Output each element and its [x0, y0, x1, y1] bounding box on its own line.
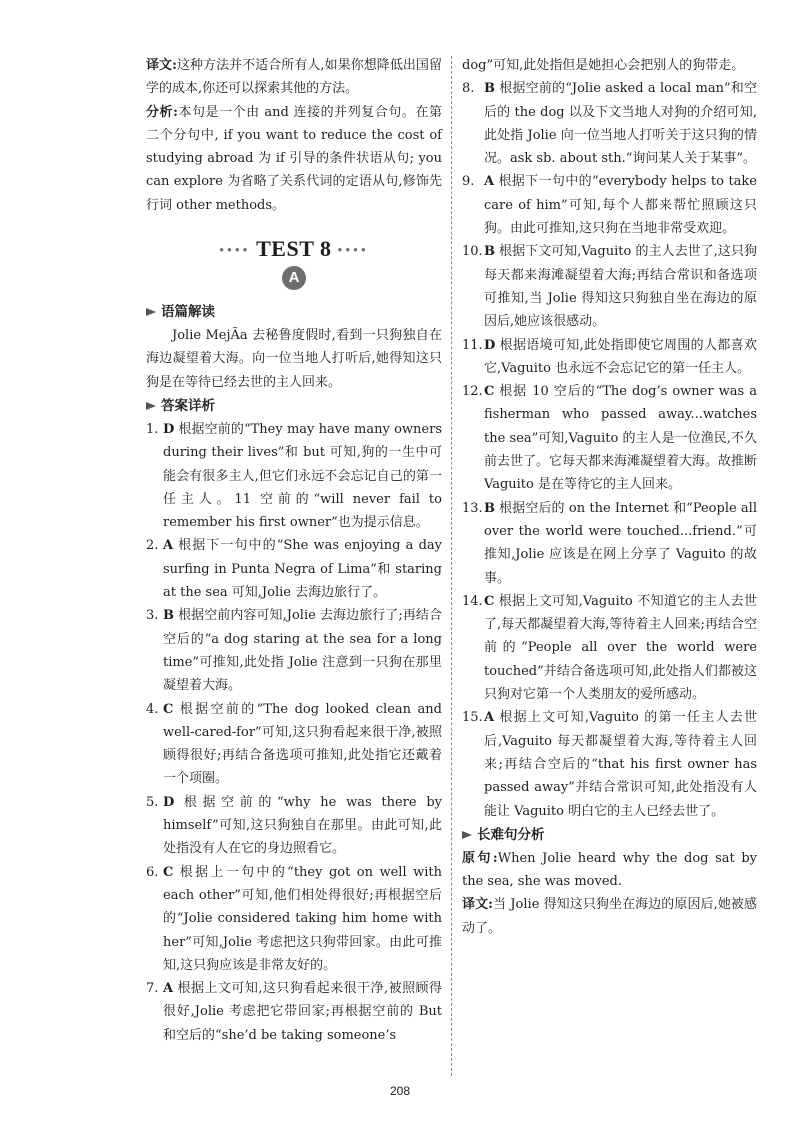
title-dots-right: ●●●● [337, 245, 369, 255]
answer-explanation: 根据下文可知,Vaguito 的主人去世了,这只狗每天都来海滩凝望着大海;再结合常识和备选项可推知,当 Jolie 得知这只狗独自坐在海边的原因后,她应该很感动。 [484, 244, 757, 330]
answer-number: 13. [462, 500, 483, 516]
answer-number: 11. [462, 337, 483, 353]
answer-number: 7. [146, 981, 159, 997]
pencil-icon [146, 402, 156, 410]
answer-item [146, 418, 442, 534]
original-sentence [462, 847, 757, 894]
answer-item [146, 604, 442, 697]
answer-letter: A [163, 538, 174, 554]
answer-letter: D [484, 337, 496, 353]
answer-letter: D [163, 794, 175, 810]
answer-number: 6. [146, 864, 159, 880]
answer-item [462, 380, 757, 496]
answer-item [462, 240, 757, 333]
translation-text: 这种方法并不适合所有人,如果你想降低出国留学的成本,你还可以探索其他的方法。 [146, 58, 442, 97]
answer-letter: C [484, 384, 495, 400]
answer-number: 2. [146, 538, 159, 554]
section-badge: A [282, 266, 306, 290]
answer-explanation: 根据上文可知,Vaguito 不知道它的主人去世了,每天都凝望着大海,等待着主人回来;再结合空前的“People all over the world were touched”并结合备选项可知,此处指人们都被这只狗对它第一个人类朋友的爱所感动。 [484, 593, 757, 703]
section-reading-label: 语篇解读 [161, 304, 215, 320]
answer-letter: D [163, 421, 175, 437]
section-long-sentence-label: 长难句分析 [477, 826, 545, 842]
original-text: When Jolie heard why the dog sat by the sea, she was moved. [462, 850, 757, 890]
answer-letter: C [163, 701, 174, 717]
answer-explanation: 根据上一句中的“they got on well with each other”可知,他们相处得很好;再根据空后的“Jolie considered taking him home with her”可知,Jolie 考虑把这只狗带回家。由此可推知,这只狗应该是非常友好的。 [163, 864, 442, 973]
pencil-icon [146, 308, 156, 316]
answer-explanation: 根据空前的“The dog looked clean and well-cared-for”可知,这只狗看起来很干净,被照顾得很好;再结合备选项可推知,此处指它还戴着一个项圈。 [163, 701, 442, 787]
analysis-label: 分析: [146, 104, 178, 120]
answer-letter: B [484, 500, 495, 516]
answer-item [462, 170, 757, 240]
right-column [462, 54, 757, 940]
answer-item [146, 861, 442, 977]
answer-letter: A [163, 981, 174, 997]
section-badge-wrap [146, 266, 442, 296]
translation-label: 译文: [146, 58, 177, 73]
original-label: 原句: [462, 850, 498, 866]
answer-explanation: 根据上文可知,这只狗看起来很干净,被照顾得很好,Jolie 考虑把它带回家;再根据空前的 But 和空后的“she’d be taking someone’s [163, 981, 442, 1043]
test-title-row [146, 235, 442, 264]
answer-letter: B [484, 244, 495, 260]
answer-number: 5. [146, 794, 159, 810]
answer-number: 4. [146, 701, 159, 717]
answer-item [462, 77, 757, 170]
answer-explanation: 根据上文可知,Vaguito 的第一任主人去世后,Vaguito 每天都凝望着大海,等待着主人回来;再结合空后的“that his first owner has passed away”并结合常识可知,此处指没有人能让 Vaguito 明白它的主人已经去世了。 [484, 710, 757, 819]
translation-label: 译文: [462, 897, 493, 913]
answer-item [146, 977, 442, 1047]
answer-explanation: 根据 10 空后的“The dog’s owner was a fisherman who passed away...watches the sea”可知,Vaguito 的主人是一位渔民,不久前去世了。它每天都来海滩凝望着大海。故推断 Vaguito 是在等待它的主人回来。 [484, 384, 758, 493]
answer-item [462, 706, 757, 822]
translation-text: 当 Jolie 得知这只狗坐在海边的原因后,她被感动了。 [462, 897, 757, 936]
answer-letter: B [163, 608, 174, 624]
section-reading-heading [146, 300, 442, 324]
answer-list-left [146, 418, 442, 1047]
sentence-translation [462, 893, 757, 940]
answer-explanation: 根据空后的 on the Internet 和“People all over the world were touched...friend.”可推知,Jolie 应该是在网上分享了 Vaguito 的故事。 [484, 500, 757, 586]
answer-item [462, 497, 757, 590]
answer-number: 3. [146, 608, 159, 624]
answer-explanation: 根据空前内容可知,Jolie 去海边旅行了;再结合空后的“a dog staring at the sea for a long time”可推知,此处指 Jolie 注意到一只狗在那里凝望着大海。 [163, 608, 442, 694]
intro-translation [146, 54, 442, 101]
left-column [146, 54, 442, 1047]
section-long-sentence-heading [462, 823, 757, 847]
analysis-text: 本句是一个由 and 连接的并列复合句。在第二个分句中, if you want to reduce the cost of studying abroad 为 if 引导的条件状语从句; you can explore 为省略了关系代词的定语从句,修饰先行词 other methods。 [146, 104, 442, 213]
answer-explanation: 根据下一句中的“everybody helps to take care of him”可知,每个人都来帮忙照顾这只狗。由此可推知,这只狗在当地非常受欢迎。 [484, 174, 757, 237]
answer-item [146, 791, 442, 861]
answer-explanation: 根据空前的“why he was there by himself”可知,这只狗独自在那里。由此可知,此处指没有人在它的身边照看它。 [163, 794, 442, 857]
answer-explanation: 根据空前的“Jolie asked a local man”和空后的 the dog 以及下文当地人对狗的介绍可知,此处指 Jolie 向一位当地人打听关于这只狗的情况。ask sb. about sth.“询问某人关于某事”。 [484, 81, 757, 167]
answer-letter: A [484, 174, 495, 190]
answer-number: 1. [146, 421, 159, 437]
answer-list-right [462, 77, 757, 823]
test-title: TEST 8 [256, 236, 332, 262]
answer-number: 10. [462, 244, 483, 260]
answer-number: 12. [462, 384, 483, 400]
answer-number: 8. [462, 81, 475, 97]
answer-explanation: 根据语境可知,此处指即使它周围的人都喜欢它,Vaguito 也永远不会忘记它的第一任主人。 [484, 337, 757, 376]
answer-item [462, 590, 757, 706]
intro-analysis [146, 101, 442, 217]
answer-number: 15. [462, 710, 483, 726]
section-answers-label: 答案详析 [161, 397, 215, 413]
answer-item [146, 698, 442, 791]
section-answers-heading [146, 394, 442, 418]
answer-item [146, 534, 442, 604]
answer-explanation: 根据空前的“They may have many owners during their lives”和 but 可知,狗的一生中可能会有很多主人,但它们永远不会忘记自己的第一任主人。11 空前的“will never fail to remember his first owner”也为提示信息。 [163, 421, 442, 531]
column-divider [451, 56, 452, 1076]
pencil-icon [462, 831, 472, 839]
answer-letter: C [484, 593, 495, 609]
answer-letter: B [484, 81, 495, 97]
answer-letter: A [484, 710, 495, 726]
page-number: 208 [389, 1084, 411, 1098]
answer-letter: C [163, 864, 174, 880]
answer-explanation: 根据下一句中的“She was enjoying a day surfing in Punta Negra of Lima”和 staring at the sea 可知,Jolie 去海边旅行了。 [163, 538, 442, 601]
reading-summary: Jolie MejÃa 去秘鲁度假时,看到一只狗独自在海边凝望着大海。向一位当地人打听后,她得知这只狗是在等待已经去世的主人回来。 [146, 328, 442, 390]
answer-item [462, 334, 757, 381]
answer-7-continuation: dog”可知,此处指但是她担心会把别人的狗带走。 [462, 58, 745, 73]
answer-number: 9. [462, 174, 475, 190]
title-dots-left: ●●●● [219, 245, 251, 255]
answer-number: 14. [462, 593, 483, 609]
